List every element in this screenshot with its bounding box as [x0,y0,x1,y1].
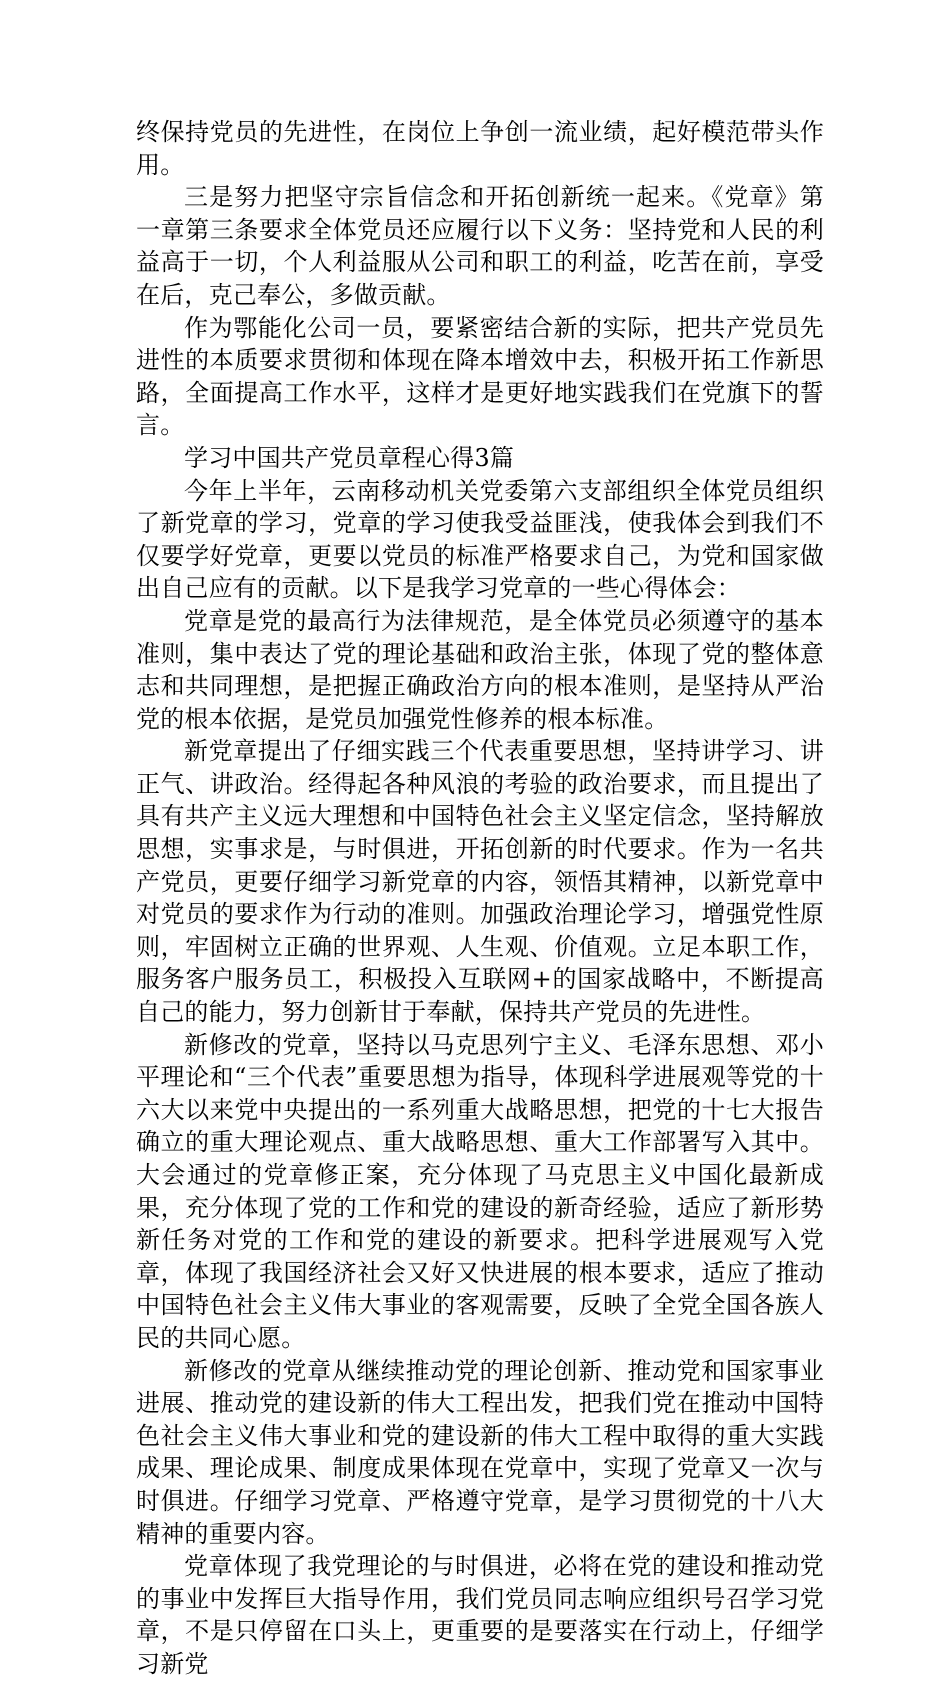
paragraph-continuation: 终保持党员的先进性，在岗位上争创一流业绩，起好模范带头作用。 [136,118,824,179]
paragraph-theory-progress: 党章体现了我党理论的与时俱进，必将在党的建设和推动党的事业中发挥巨大指导作用，我们党员同志响应组织号召学习党章，不是只停留在口头上，更重要的是要落实在行动上，仔细学习新党 [136,1552,824,1678]
paragraph-intro: 今年上半年，云南移动机关党委第六支部组织全体党员组织了新党章的学习，党章的学习使我受益匪浅，使我体会到我们不仅要学好党章，更要以党员的标准严格要求自己，为党和国家做出自己应有的贡献。以下是我学习党章的一些心得体会： [136,476,824,603]
paragraph-party-constitution: 党章是党的最高行为法律规范，是全体党员必须遵守的基本准则，集中表达了党的理论基础和政治主张，体现了党的整体意志和共同理想，是把握正确政治方向的根本准则，是坚持从严治党的根本依据，是党员加强党性修养的根本标准。 [136,606,824,733]
paragraph-new-constitution: 新党章提出了仔细实践三个代表重要思想，坚持讲学习、讲正气、讲政治。经得起各种风浪的考验的政治要求，而且提出了具有共产主义远大理想和中国特色社会主义坚定信念，坚持解放思想，实事求是，与时俱进，开拓创新的时代要求。作为一名共产党员，更要仔细学习新党章的内容，领悟其精神，以新党章中对党员的要求作为行动的准则。加强政治理论学习，增强党性原则，牢固树立正确的世界观、人生观、价值观。立足本职工作，服务客户服务员工，积极投入互联网+的国家战略中，不断提高自己的能力，努力创新甘于奉献，保持共产党员的先进性。 [136,737,824,1027]
paragraph-third-point: 三是努力把坚守宗旨信念和开拓创新统一起来。《党章》第一章第三条要求全体党员还应履行以下义务：坚持党和人民的利益高于一切，个人利益服从公司和职工的利益，吃苦在前，享受在后，克己奉公，多做贡献。 [136,183,824,309]
paragraph-revised-progress: 新修改的党章从继续推动党的理论创新、推动党和国家事业进展、推动党的建设新的伟大工程出发，把我们党在推动中国特色社会主义伟大事业和党的建设新的伟大工程中取得的重大实践成果、理论成果、制度成果体现在党章中，实现了党章又一次与时俱进。仔细学习党章、严格遵守党章，是学习贯彻党的十八大精神的重要内容。 [136,1356,824,1548]
paragraph-revised-constitution: 新修改的党章，坚持以马克思列宁主义、毛泽东思想、邓小平理论和“三个代表”重要思想为指导，体现科学进展观等党的十六大以来党中央提出的一系列重大战略思想，把党的十七大报告确立的重大理论观点、重大战略思想、重大工作部署写入其中。大会通过的党章修正案，充分体现了马克思主义中国化最新成果，充分体现了党的工作和党的建设的新奇经验，适应了新形势新任务对党的工作和党的建设的新要求。把科学进展观写入党章，体现了我国经济社会又好又快进展的根本要求，适应了推动中国特色社会主义伟大事业的客观需要，反映了全党全国各族人民的共同心愿。 [136,1030,824,1352]
paragraph-company-member: 作为鄂能化公司一员，要紧密结合新的实际，把共产党员先进性的本质要求贯彻和体现在降本增效中去，积极开拓工作新思路，全面提高工作水平，这样才是更好地实践我们在党旗下的誓言。 [136,313,824,440]
section-heading: 学习中国共产党员章程心得3篇 [184,443,515,472]
document-body [136,116,824,1681]
